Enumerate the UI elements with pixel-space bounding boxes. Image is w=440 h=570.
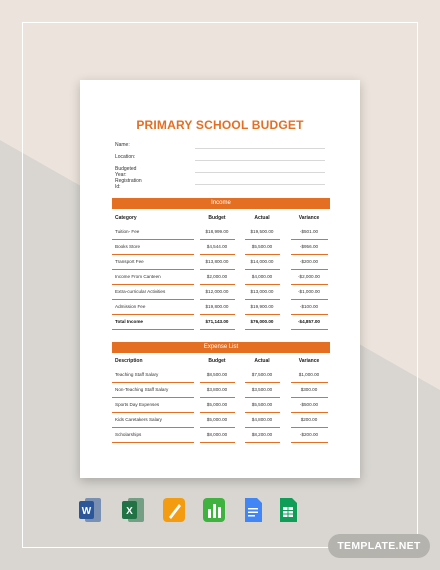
row-category: Extra-curricular Activities (115, 289, 166, 294)
row-budget: $5,000.00 (206, 417, 228, 422)
excel-icon-letter: X (126, 506, 133, 517)
row-actual: $7,500.00 (251, 372, 273, 377)
row-underline (112, 442, 194, 443)
row-underline (291, 329, 328, 330)
row-variance: -$1,000.00 (298, 289, 320, 294)
row-variance: -$500.00 (299, 402, 319, 407)
table-row (112, 383, 330, 398)
header-variance: Variance (298, 215, 320, 221)
row-actual: $8,200.00 (251, 432, 273, 437)
row-category: Income From Canteen (115, 274, 161, 279)
income-header-row (112, 211, 330, 225)
header-budget: Budget (208, 215, 226, 221)
income-banner: Income (112, 198, 330, 209)
row-description: Teaching Staff Salary (115, 372, 159, 377)
table-row (112, 285, 330, 300)
row-variance: -$200.00 (299, 432, 319, 437)
header-budget: Budget (208, 358, 226, 364)
header-actual: Actual (254, 358, 270, 364)
row-category: Admission Fee (115, 304, 146, 309)
row-actual: $5,500.00 (251, 244, 273, 249)
row-underline (245, 442, 280, 443)
word-icon-letter: W (81, 506, 92, 517)
row-budget: $19,800.00 (205, 304, 229, 309)
google-sheets-icon[interactable] (276, 497, 300, 523)
row-budget: $8,500.00 (206, 372, 228, 377)
row-budget: $3,800.00 (206, 387, 228, 392)
row-description: Scholarships (115, 432, 142, 437)
row-description: Sports Day Expenses (115, 402, 160, 407)
row-underline (291, 442, 328, 443)
header-actual: Actual (254, 215, 270, 221)
row-category: Books Store (115, 244, 141, 249)
row-actual: $5,500.00 (251, 402, 273, 407)
row-actual: $3,500.00 (251, 387, 273, 392)
row-budget: $18,999.00 (205, 229, 229, 234)
row-category: Tuition- Fee (115, 229, 140, 234)
field-line (195, 148, 325, 149)
field-label: Location: (115, 154, 136, 160)
row-actual: $13,000.00 (250, 289, 274, 294)
field-line (195, 184, 325, 185)
row-actual: $19,900.00 (250, 304, 274, 309)
row-description: Kids Caretakers Salary (115, 417, 162, 422)
document-title: PRIMARY SCHOOL BUDGET (136, 118, 304, 132)
row-description: Non-Teaching Staff Salary (115, 387, 169, 392)
document-page (80, 80, 360, 478)
header-variance: Variance (298, 358, 320, 364)
field-label: Name: (115, 142, 130, 148)
row-variance: $1,000.00 (298, 372, 320, 377)
row-budget: $5,000.00 (206, 402, 228, 407)
table-row (112, 240, 330, 255)
row-actual: $19,500.00 (250, 229, 274, 234)
row-underline (200, 442, 235, 443)
table-row (112, 300, 330, 315)
row-variance: $200.00 (300, 417, 318, 422)
expense-header-row (112, 354, 330, 368)
row-budget: $2,000.00 (206, 274, 228, 279)
total-actual: $76,000.00 (250, 319, 274, 324)
field-line (195, 160, 325, 161)
row-underline (112, 329, 194, 330)
template-net-badge[interactable]: TEMPLATE.NET (328, 534, 430, 558)
row-actual: $14,000.00 (250, 259, 274, 264)
total-income-row (112, 315, 330, 330)
row-variance: -$100.00 (299, 304, 319, 309)
table-row (112, 255, 330, 270)
row-category: Transport Fee (115, 259, 144, 264)
excel-icon[interactable] (121, 497, 145, 523)
expense-banner: Expense List (112, 342, 330, 353)
table-row (112, 225, 330, 240)
table-row (112, 428, 330, 443)
row-underline (245, 329, 280, 330)
total-label: Total Income (115, 319, 143, 324)
field-label: Budgeted Year: (115, 166, 137, 178)
row-budget: $8,000.00 (206, 432, 228, 437)
total-variance: -$4,857.00 (298, 319, 320, 324)
table-row (112, 368, 330, 383)
row-actual: $4,000.00 (251, 274, 273, 279)
table-row (112, 413, 330, 428)
table-row (112, 398, 330, 413)
word-icon[interactable] (78, 497, 102, 523)
row-underline (200, 329, 235, 330)
row-variance: -$200.00 (299, 259, 319, 264)
row-variance: -$956.00 (299, 244, 319, 249)
total-budget: $71,143.00 (205, 319, 229, 324)
pages-icon[interactable] (162, 497, 186, 523)
numbers-icon[interactable] (202, 497, 226, 523)
header-category: Category (115, 215, 137, 221)
row-budget: $12,000.00 (205, 289, 229, 294)
row-variance: -$501.00 (299, 229, 319, 234)
row-budget: $4,544.00 (206, 244, 228, 249)
field-label: Registration Id: (115, 178, 142, 190)
google-docs-icon[interactable] (241, 497, 265, 523)
header-description: Description (115, 358, 143, 364)
row-actual: $4,800.00 (251, 417, 273, 422)
row-variance: $300.00 (300, 387, 318, 392)
row-budget: $13,800.00 (205, 259, 229, 264)
field-line (195, 172, 325, 173)
row-variance: -$2,000.00 (298, 274, 320, 279)
table-row (112, 270, 330, 285)
